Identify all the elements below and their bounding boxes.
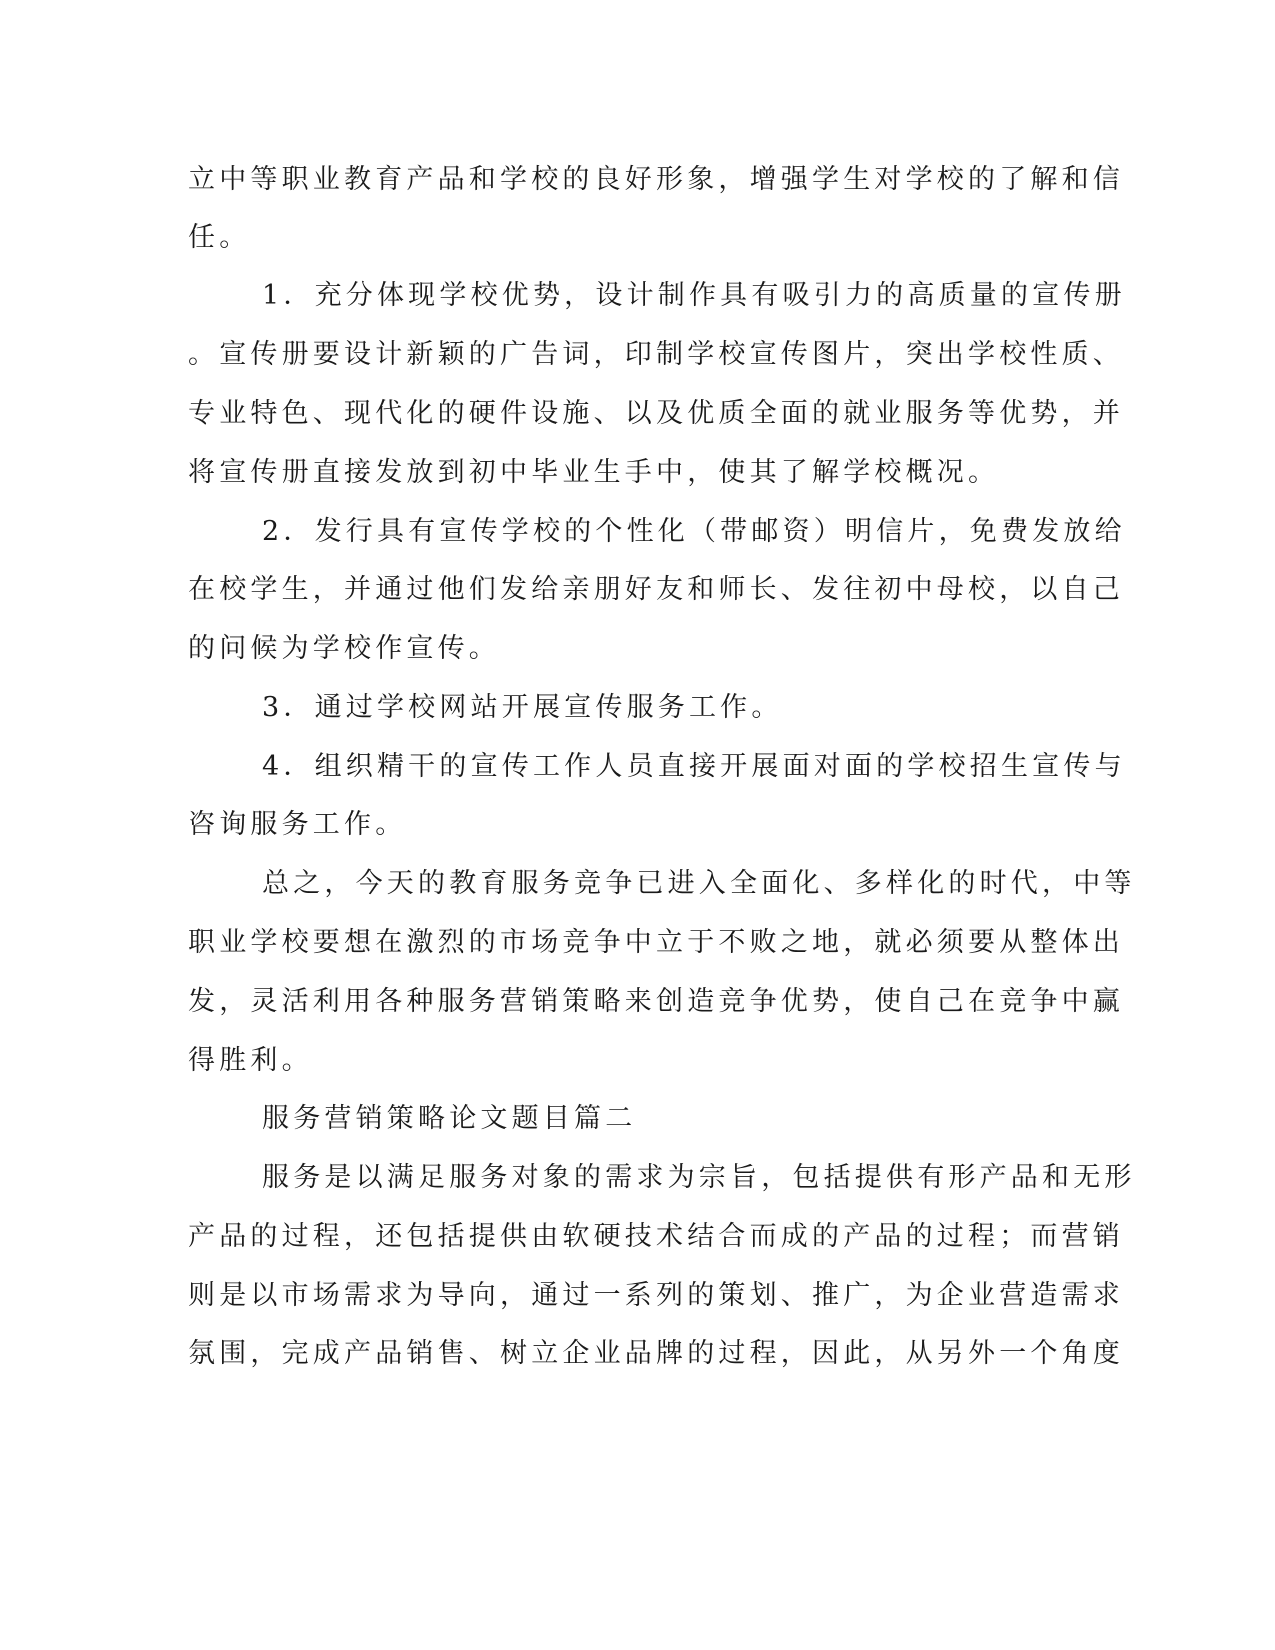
text-line: 服务是以满足服务对象的需求为宗旨，包括提供有形产品和无形: [262, 1162, 1136, 1193]
text-line: 氛围，完成产品销售、树立企业品牌的过程，因此，从另外一个角度: [188, 1338, 1124, 1369]
text-line: 专业特色、现代化的硬件设施、以及优质全面的就业服务等优势，并: [188, 398, 1124, 429]
text-line: 立中等职业教育产品和学校的良好形象，增强学生对学校的了解和信: [188, 164, 1124, 195]
text-line: 总之，今天的教育服务竞争已进入全面化、多样化的时代，中等: [262, 868, 1136, 899]
text-line: 2．发行具有宣传学校的个性化（带邮资）明信片，免费发放给: [262, 516, 1126, 547]
text-line: 发，灵活利用各种服务营销策略来创造竞争优势，使自己在竞争中赢: [188, 986, 1124, 1017]
text-line: 的问候为学校作宣传。: [188, 633, 500, 664]
text-line: 将宣传册直接发放到初中毕业生手中，使其了解学校概况。: [188, 457, 1000, 488]
text-line: 。宣传册要设计新颖的广告词，印制学校宣传图片，突出学校性质、: [188, 339, 1124, 370]
text-line: 咨询服务工作。: [188, 809, 407, 840]
text-line: 在校学生，并通过他们发给亲朋好友和师长、发往初中母校，以自己: [188, 574, 1124, 605]
text-line: 4．组织精干的宣传工作人员直接开展面对面的学校招生宣传与: [262, 751, 1126, 782]
text-line: 职业学校要想在激烈的市场竞争中立于不败之地，就必须要从整体出: [188, 927, 1124, 958]
text-line: 3．通过学校网站开展宣传服务工作。: [262, 692, 783, 723]
text-line: 任。: [188, 222, 251, 253]
text-line: 1．充分体现学校优势，设计制作具有吸引力的高质量的宣传册: [262, 280, 1126, 311]
text-line: 得胜利。: [188, 1045, 313, 1076]
text-line: 产品的过程，还包括提供由软硬技术结合而成的产品的过程；而营销: [188, 1221, 1124, 1252]
section-title: 服务营销策略论文题目篇二: [262, 1103, 637, 1134]
text-line: 则是以市场需求为导向，通过一系列的策划、推广，为企业营造需求: [188, 1280, 1124, 1311]
